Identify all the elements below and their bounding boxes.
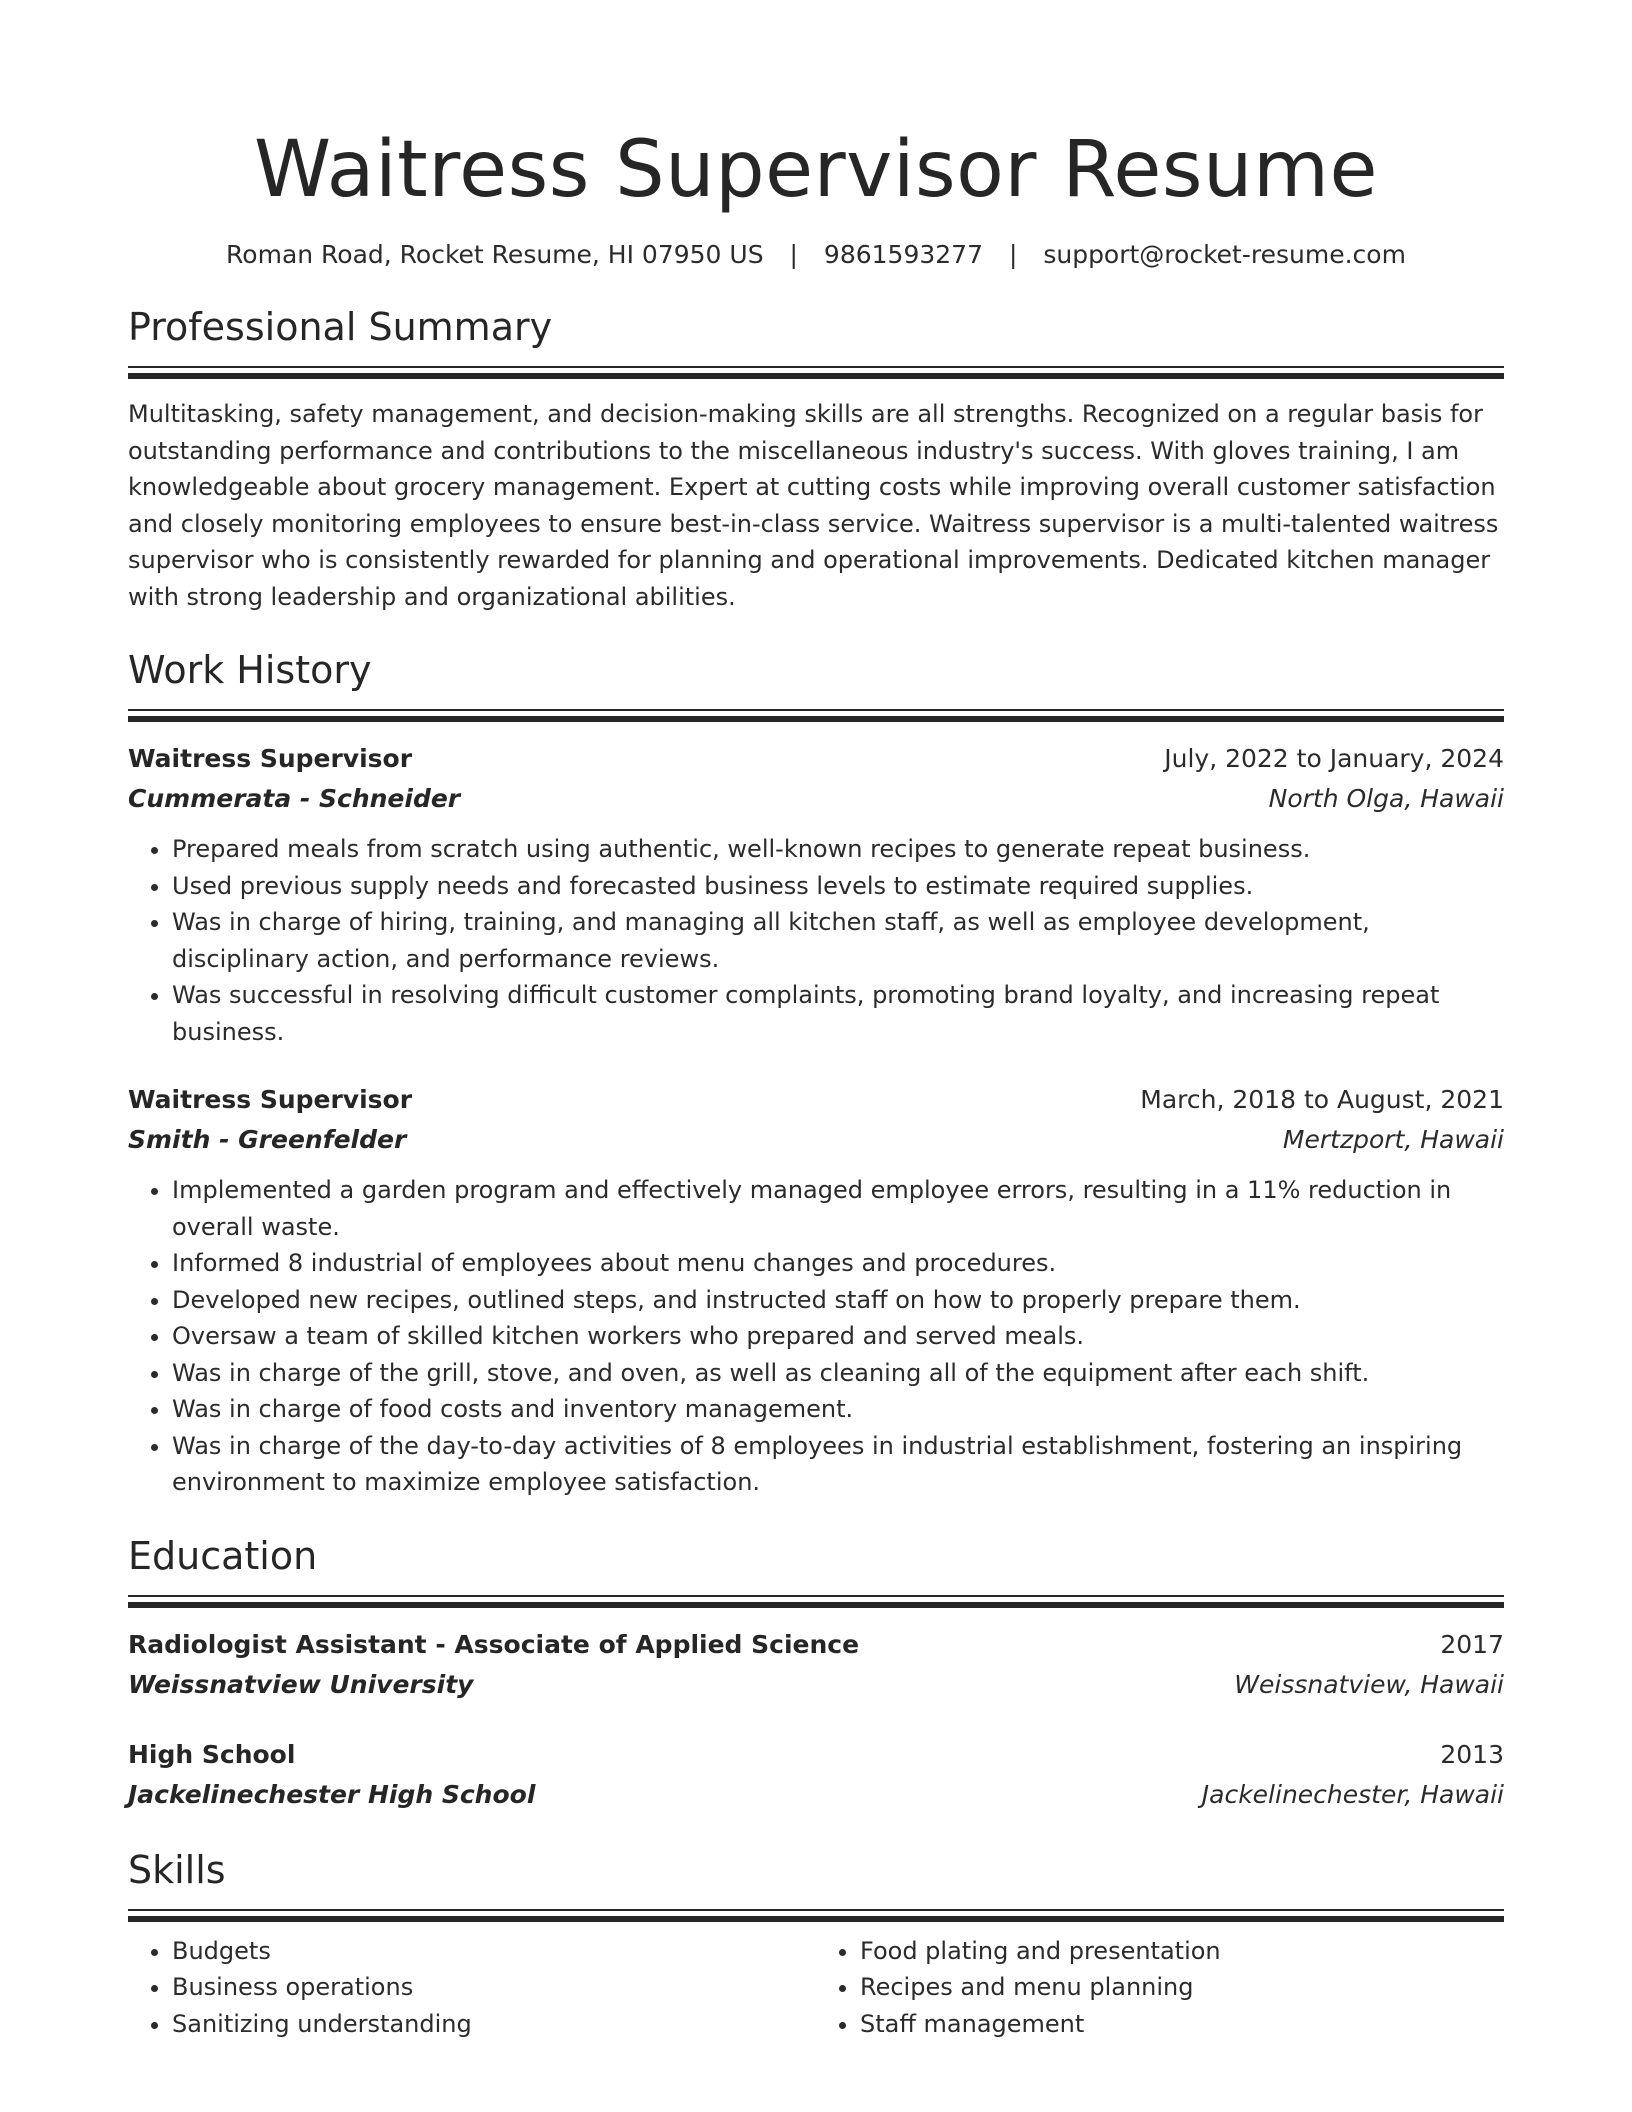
job-location: North Olga, Hawaii	[1268, 784, 1504, 813]
job-header-row	[128, 1080, 1504, 1120]
education-year: 2013	[1440, 1739, 1504, 1769]
skills-section	[128, 1845, 1504, 2043]
section-divider	[128, 1909, 1504, 1921]
job-bullet-list	[128, 1172, 1504, 1501]
job-header-row	[128, 739, 1504, 779]
job-bullet: • Was in charge of the day-to-day activities of 8 employees in industrial establishment, fostering an inspiring environment to maximize employee satisfaction.	[172, 1428, 1504, 1501]
job-bullet-list	[128, 831, 1504, 1050]
education-school: Jackelinechester High School	[128, 1779, 536, 1809]
job-bullet: • Was in charge of hiring, training, and managing all kitchen staff, as well as employee development, disciplinary action, and performance reviews.	[172, 904, 1504, 977]
section-title-summary: Professional Summary	[128, 305, 553, 349]
section-divider	[128, 366, 1504, 378]
job-bullet: • Oversaw a team of skilled kitchen workers who prepared and served meals.	[172, 1318, 1504, 1355]
skill-item: • Food plating and presentation	[860, 1933, 1504, 1970]
skill-item: • Business operations	[172, 1969, 816, 2006]
skill-item: • Budgets	[172, 1933, 816, 1970]
job-dates: March, 2018 to August, 2021	[1140, 1085, 1504, 1114]
contact-address: Roman Road, Rocket Resume, HI 07950 US	[226, 240, 764, 269]
job-bullet: • Informed 8 industrial of employees about menu changes and procedures.	[172, 1245, 1504, 1282]
education-year: 2017	[1440, 1629, 1504, 1659]
section-title-education: Education	[128, 1533, 318, 1578]
job-company-row	[128, 1120, 1504, 1160]
education-school-row	[128, 1775, 1504, 1815]
section-title-skills: Skills	[128, 1847, 226, 1892]
job-company: Smith - Greenfelder	[128, 1125, 407, 1154]
job-entry	[128, 739, 1504, 1050]
education-entry	[128, 1625, 1504, 1705]
job-entry	[128, 1080, 1504, 1501]
skill-item: • Recipes and menu planning	[860, 1969, 1504, 2006]
education-school: Weissnatview University	[128, 1669, 474, 1699]
education-location: Weissnatview, Hawaii	[1234, 1669, 1504, 1699]
job-title: Waitress Supervisor	[128, 744, 413, 773]
contact-separator: |	[789, 240, 798, 269]
skills-grid	[128, 1933, 1504, 2043]
section-title-work-history: Work History	[128, 648, 372, 692]
skill-item: • Sanitizing understanding	[172, 2006, 816, 2043]
section-divider	[128, 709, 1504, 721]
job-bullet: • Used previous supply needs and forecasted business levels to estimate required supplies.	[172, 868, 1504, 905]
job-location: Mertzport, Hawaii	[1282, 1125, 1504, 1154]
summary-text: Multitasking, safety management, and decision-making skills are all strengths. Recognized on a regular basis for outstanding performance and contributions to the miscellaneous industry's success. With gloves training, I am knowledgeable about grocery management. Expert at cutting costs while improving overall customer satisfaction and closely monitoring employees to ensure best-in-class service. Waitress supervisor is a multi-talented waitress supervisor who is consistently rewarded for planning and operational improvements. Dedicated kitchen manager with strong leadership and organizational abilities.	[128, 400, 1499, 611]
contact-line	[128, 238, 1504, 272]
education-location: Jackelinechester, Hawaii	[1201, 1779, 1504, 1809]
job-title: Waitress Supervisor	[128, 1085, 413, 1114]
work-history-section	[128, 645, 1504, 1501]
education-header-row	[128, 1625, 1504, 1665]
education-header-row	[128, 1735, 1504, 1775]
resume-title: Waitress Supervisor Resume	[254, 125, 1378, 215]
contact-separator: |	[1008, 240, 1018, 269]
contact-email: support@rocket-resume.com	[1043, 240, 1406, 269]
resume-page	[128, 0, 1504, 2042]
skills-list-left	[128, 1933, 816, 2043]
job-bullet: • Developed new recipes, outlined steps, and instructed staff on how to properly prepare them.	[172, 1282, 1504, 1319]
education-entry	[128, 1735, 1504, 1815]
skills-list-right	[816, 1933, 1504, 2043]
job-company-row	[128, 779, 1504, 819]
education-degree: High School	[128, 1739, 296, 1769]
job-company: Cummerata - Schneider	[128, 784, 461, 813]
job-bullet: • Was in charge of food costs and inventory management.	[172, 1391, 1504, 1428]
education-section	[128, 1531, 1504, 1815]
summary-section	[128, 302, 1504, 615]
contact-phone: 9861593277	[823, 240, 983, 269]
job-bullet: • Prepared meals from scratch using authentic, well-known recipes to generate repeat business.	[172, 831, 1504, 868]
section-divider	[128, 1595, 1504, 1607]
skill-item: • Staff management	[860, 2006, 1504, 2043]
job-dates: July, 2022 to January, 2024	[1164, 744, 1504, 773]
job-bullet: • Implemented a garden program and effectively managed employee errors, resulting in a 11% reduction in overall waste.	[172, 1172, 1504, 1245]
job-bullet: • Was in charge of the grill, stove, and oven, as well as cleaning all of the equipment after each shift.	[172, 1355, 1504, 1392]
education-school-row	[128, 1665, 1504, 1705]
job-bullet: • Was successful in resolving difficult customer complaints, promoting brand loyalty, and increasing repeat business.	[172, 977, 1504, 1050]
education-degree: Radiologist Assistant - Associate of Applied Science	[128, 1629, 860, 1659]
